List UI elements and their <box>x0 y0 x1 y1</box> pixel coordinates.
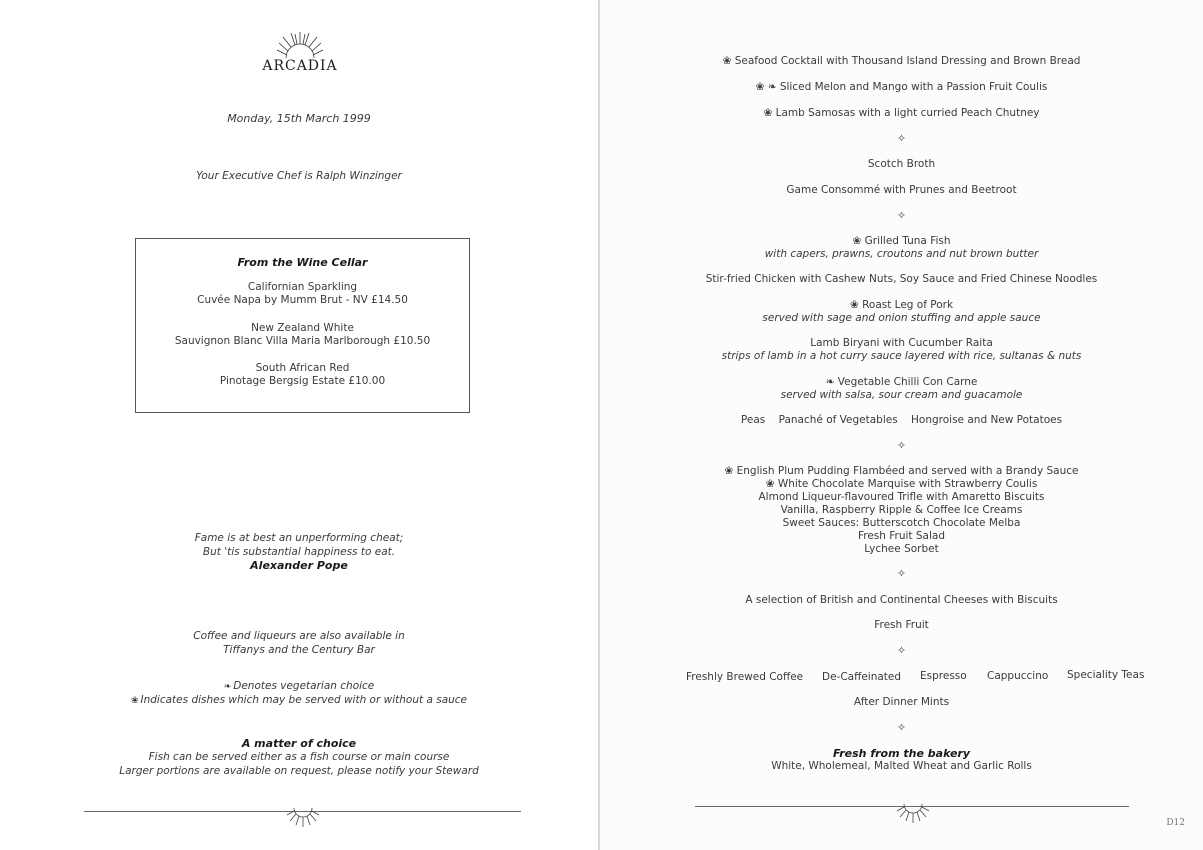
sunburst-ornament-icon <box>286 806 320 828</box>
choice-note: Fish can be served either as a fish course or main course <box>148 751 450 763</box>
wine-title: From the Wine Cellar <box>237 256 368 269</box>
menu-item-description: strips of lamb in a hot curry sauce layered with rice, sultanas & nuts <box>721 350 1082 362</box>
brand-name: ARCADIA <box>262 58 338 74</box>
sunburst-ornament-icon <box>896 802 930 824</box>
coffee-note: Coffee and liqueurs are also available in <box>193 630 405 642</box>
dessert-item: Sweet Sauces: Butterscotch Chocolate Melba <box>782 517 1021 529</box>
bakery-title: Fresh from the bakery <box>832 747 971 760</box>
drink-item: De-Caffeinated <box>822 671 902 683</box>
quote-author: Alexander Pope <box>250 559 348 572</box>
drink-item: Freshly Brewed Coffee <box>686 671 804 683</box>
choice-title: A matter of choice <box>241 737 357 750</box>
menu-item-description: served with sage and onion stuffing and apple sauce <box>762 312 1041 324</box>
menu-item: Game Consommé with Prunes and Beetroot <box>786 184 1017 196</box>
menu-item: A selection of British and Continental Cheeses with Biscuits <box>745 594 1058 606</box>
menu-item: ❧ Vegetable Chilli Con Carne <box>825 376 978 388</box>
menu-item: ❀ Lamb Samosas with a light curried Peach Chutney <box>763 107 1040 119</box>
wine-region: New Zealand White <box>251 322 354 334</box>
menu-item: ❀ Seafood Cocktail with Thousand Island Dressing and Brown Bread <box>722 55 1081 67</box>
menu-item: ❀ Grilled Tuna Fish <box>852 235 951 247</box>
vegetarian-legend: ❧ Denotes vegetarian choice <box>223 680 375 692</box>
quote-line: Fame is at best an unperforming cheat; <box>194 532 404 544</box>
wine-detail: Cuvée Napa by Mumm Brut - NV £14.50 <box>197 294 408 306</box>
menu-date: Monday, 15th March 1999 <box>227 112 371 125</box>
menu-item: After Dinner Mints <box>853 696 950 708</box>
menu-item: ❀ ❧ Sliced Melon and Mango with a Passion Fruit Coulis <box>755 81 1048 93</box>
menu-item: Stir-fried Chicken with Cashew Nuts, Soy Sauce and Fried Chinese Noodles <box>705 273 1098 285</box>
drink-item: Speciality Teas <box>1067 669 1145 681</box>
page-code: D12 <box>1166 818 1185 828</box>
sauce-legend: ❀ Indicates dishes which may be served with or without a sauce <box>130 694 468 706</box>
menu-item: Fresh Fruit <box>874 619 929 631</box>
left-menu-page <box>0 0 598 850</box>
choice-note: Larger portions are available on request, please notify your Steward <box>119 765 479 777</box>
course-separator-icon: ✧ <box>896 209 907 222</box>
wine-detail: Sauvignon Blanc Villa Maria Marlborough £10.50 <box>174 335 431 347</box>
right-menu-page <box>600 0 1203 850</box>
dessert-item: ❀ White Chocolate Marquise with Strawberry Coulis <box>765 478 1038 490</box>
dessert-item: Almond Liqueur-flavoured Trifle with Amaretto Biscuits <box>758 491 1045 503</box>
dessert-item: ❀ English Plum Pudding Flambéed and served with a Brandy Sauce <box>724 465 1079 477</box>
wine-region: South African Red <box>255 362 350 374</box>
menu-item: Scotch Broth <box>867 158 936 170</box>
dessert-item: Fresh Fruit Salad <box>857 530 946 542</box>
course-separator-icon: ✧ <box>896 644 907 657</box>
quote-line: But 'tis substantial happiness to eat. <box>202 546 396 558</box>
course-separator-icon: ✧ <box>896 439 907 452</box>
wine-region: Californian Sparkling <box>247 281 358 293</box>
drink-item: Cappuccino <box>987 670 1049 682</box>
course-separator-icon: ✧ <box>896 721 907 734</box>
dessert-item: Lychee Sorbet <box>864 543 939 555</box>
wine-cellar-box <box>135 238 470 413</box>
drink-item: Espresso <box>920 670 967 682</box>
course-separator-icon: ✧ <box>896 567 907 580</box>
wine-detail: Pinotage Bergsig Estate £10.00 <box>219 375 386 387</box>
course-separator-icon: ✧ <box>896 132 907 145</box>
side-dishes: Peas Panaché of Vegetables Hongroise and New Potatoes <box>740 414 1063 426</box>
coffee-note: Tiffanys and the Century Bar <box>223 644 375 656</box>
dessert-item: Vanilla, Raspberry Ripple & Coffee Ice Creams <box>780 504 1023 516</box>
sauce-optional-icon: ❀ <box>130 696 139 706</box>
executive-chef: Your Executive Chef is Ralph Winzinger <box>196 170 402 182</box>
bakery-items: White, Wholemeal, Malted Wheat and Garlic Rolls <box>771 760 1032 772</box>
menu-item: Lamb Biryani with Cucumber Raita <box>810 337 993 349</box>
menu-item-description: with capers, prawns, croutons and nut brown butter <box>764 248 1039 260</box>
sunburst-logo-icon <box>276 30 324 60</box>
menu-item-description: served with salsa, sour cream and guacamole <box>780 389 1023 401</box>
menu-item: ❀ Roast Leg of Pork <box>849 299 954 311</box>
vegetarian-icon: ❧ <box>223 682 232 692</box>
